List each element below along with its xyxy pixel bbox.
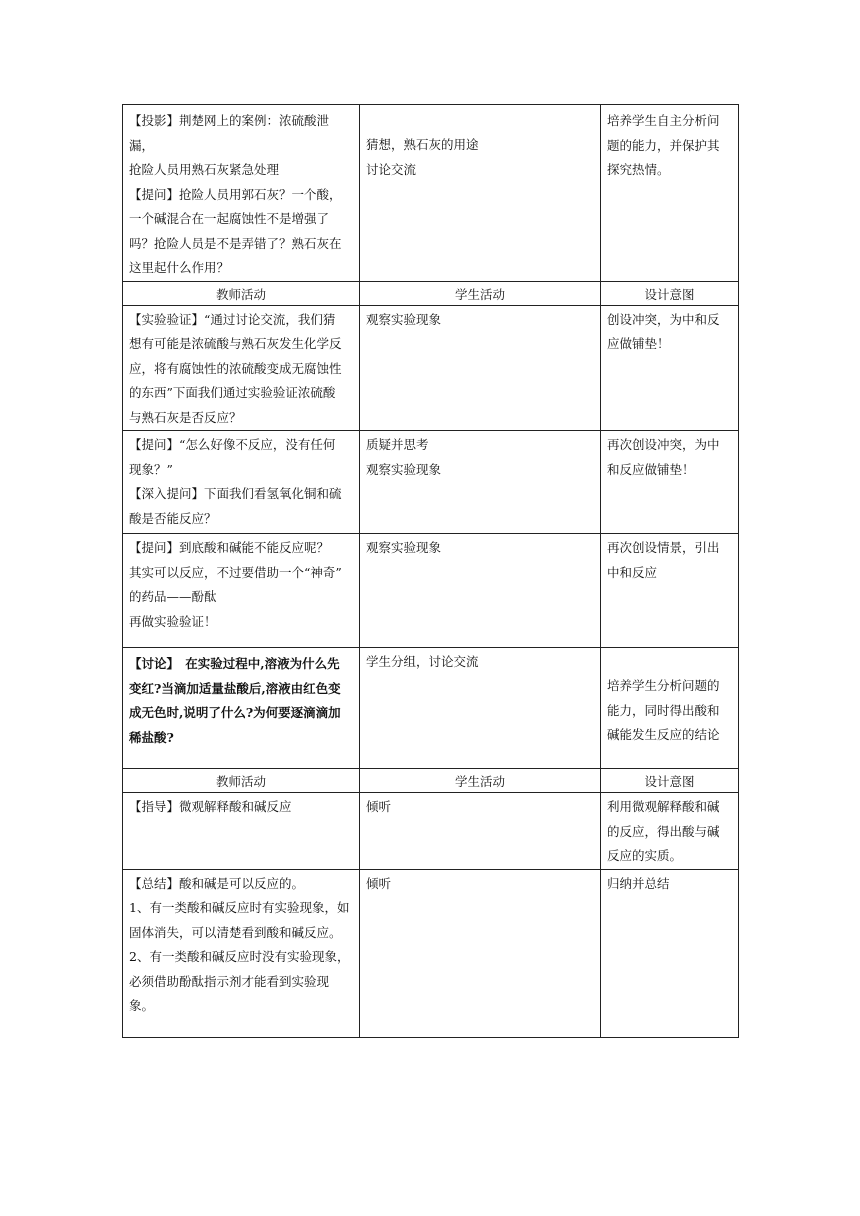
text-line: 倾听 (366, 799, 392, 814)
table-row (123, 431, 739, 534)
header-student-activity: 学生活动 (360, 281, 601, 305)
header-student-activity: 学生活动 (360, 769, 601, 793)
teacher-activity-cell (123, 305, 360, 431)
text-line: 讨论交流 (366, 161, 417, 177)
text-line: 【提问】到底酸和碱能不能反应呢？ (129, 540, 330, 555)
text-line: 反应的实质。 (607, 848, 683, 863)
student-activity-cell (360, 534, 601, 648)
text-line: 倾听 (366, 875, 392, 891)
header-teacher-activity: 教师活动 (123, 769, 360, 793)
table-header-row (123, 281, 739, 305)
design-intent-cell (601, 105, 739, 282)
text-line: 观察实验现象 (366, 311, 442, 327)
header-design-intent: 设计意图 (601, 769, 739, 793)
design-intent-cell (601, 305, 739, 431)
text-line: 观察实验现象 (366, 540, 442, 555)
text-line: 现象？” (129, 461, 173, 477)
header-teacher-activity: 教师活动 (123, 281, 360, 305)
table-row (123, 869, 739, 1037)
table-row (123, 793, 739, 870)
header-design-intent: 设计意图 (601, 281, 739, 305)
text-line: 【总结】酸和碱是可以反应的。 (129, 875, 305, 891)
student-activity-cell (360, 305, 601, 431)
text-line: 成无色时,说明了什么?为何要逐滴滴加 (129, 705, 341, 720)
text-line: 应做铺垫！ (607, 336, 670, 351)
text-line: 碱能发生反应的结论 (607, 727, 720, 742)
text-line: 培养学生自主分析问 (607, 113, 720, 128)
text-line: 【提问】抢险人员用郭石灰？一个酸， (129, 186, 342, 202)
text-line: 2、有一类酸和碱反应时没有实验现象， (129, 949, 350, 964)
text-line: 再次创设情景，引出 (607, 540, 720, 555)
text-line: 再做实验验证！ (129, 613, 217, 629)
text-line: 利用微观解释酸和碱 (607, 799, 720, 814)
text-line: 和反应做铺垫！ (607, 461, 695, 477)
teacher-activity-cell (123, 793, 360, 870)
text-line: 的药品——酚酞 (129, 589, 217, 604)
text-line: 固体消失，可以清楚看到酸和碱反应。 (129, 924, 342, 940)
text-line: 想有可能是浓硫酸与熟石灰发生化学反 (129, 336, 342, 351)
text-line: 【指导】微观解释酸和碱反应 (129, 799, 292, 814)
text-line: 酸是否能反应？ (129, 510, 217, 526)
student-activity-cell (360, 431, 601, 534)
text-line: 题的能力，并保护其 (607, 137, 720, 153)
text-line: 猜想，熟石灰的用途 (366, 137, 479, 152)
text-line: 【讨论】 在实验过程中,溶液为什么先 (129, 656, 340, 671)
text-line: 中和反应 (607, 564, 658, 580)
text-line: 稀盐酸? (129, 729, 174, 745)
student-activity-cell (360, 648, 601, 769)
text-line: 【投影】荆楚网上的案例：浓硫酸泄漏， (129, 113, 330, 153)
text-line: 再次创设冲突，为中 (607, 437, 720, 452)
design-intent-cell (601, 869, 739, 1037)
text-line: 其实可以反应，不过要借助一个“神奇” (129, 564, 342, 580)
text-line: 归纳并总结 (607, 875, 670, 891)
design-intent-cell (601, 534, 739, 648)
text-line: 培养学生分析问题的 (607, 678, 720, 693)
text-line: 这里起什么作用？ (129, 260, 230, 275)
text-line: 象。 (129, 998, 155, 1013)
text-line: 探究热情。 (607, 162, 670, 177)
design-intent-cell (601, 793, 739, 870)
teacher-activity-cell (123, 431, 360, 534)
text-line: 抢险人员用熟石灰紧急处理 (129, 162, 280, 177)
table-row (123, 305, 739, 431)
text-line: 观察实验现象 (366, 461, 442, 477)
text-line: 吗？抢险人员是不是弄错了？熟石灰在 (129, 235, 342, 251)
text-line: 【实验验证】“通过讨论交流，我们猜 (129, 311, 336, 327)
design-intent-cell (601, 431, 739, 534)
text-line: 必须借助酚酞指示剂才能看到实验现 (129, 973, 330, 989)
text-line: 与熟石灰是否反应？ (129, 409, 242, 425)
text-line: 的反应，得出酸与碱 (607, 823, 720, 839)
design-intent-cell (601, 648, 739, 769)
text-line: 能力，同时得出酸和 (607, 702, 720, 718)
table-row (123, 105, 739, 282)
text-line: 质疑并思考 (366, 437, 429, 452)
text-line: 创设冲突，为中和反 (607, 311, 720, 327)
student-activity-cell (360, 793, 601, 870)
text-line: 1、有一类酸和碱反应时有实验现象，如 (129, 900, 350, 915)
student-activity-cell (360, 105, 601, 282)
table-header-row (123, 769, 739, 793)
teacher-activity-cell (123, 648, 360, 769)
text-line: 学生分组，讨论交流 (366, 654, 479, 669)
text-line: 应，将有腐蚀性的浓硫酸变成无腐蚀性 (129, 360, 342, 376)
text-line: 【提问】“怎么好像不反应，没有任何 (129, 437, 336, 452)
text-line: 一个碱混合在一起腐蚀性不是增强了 (129, 211, 330, 226)
text-line: 的东西”下面我们通过实验验证浓硫酸 (129, 385, 336, 400)
teacher-activity-cell (123, 869, 360, 1037)
table-row (123, 648, 739, 769)
text-line: 变红?当滴加适量盐酸后,溶液由红色变 (129, 680, 341, 696)
teacher-activity-cell (123, 534, 360, 648)
lesson-plan-table (122, 104, 739, 1038)
table-row (123, 534, 739, 648)
text-line: 【深入提问】下面我们看氢氧化铜和硫 (129, 486, 342, 501)
teacher-activity-cell (123, 105, 360, 282)
student-activity-cell (360, 869, 601, 1037)
